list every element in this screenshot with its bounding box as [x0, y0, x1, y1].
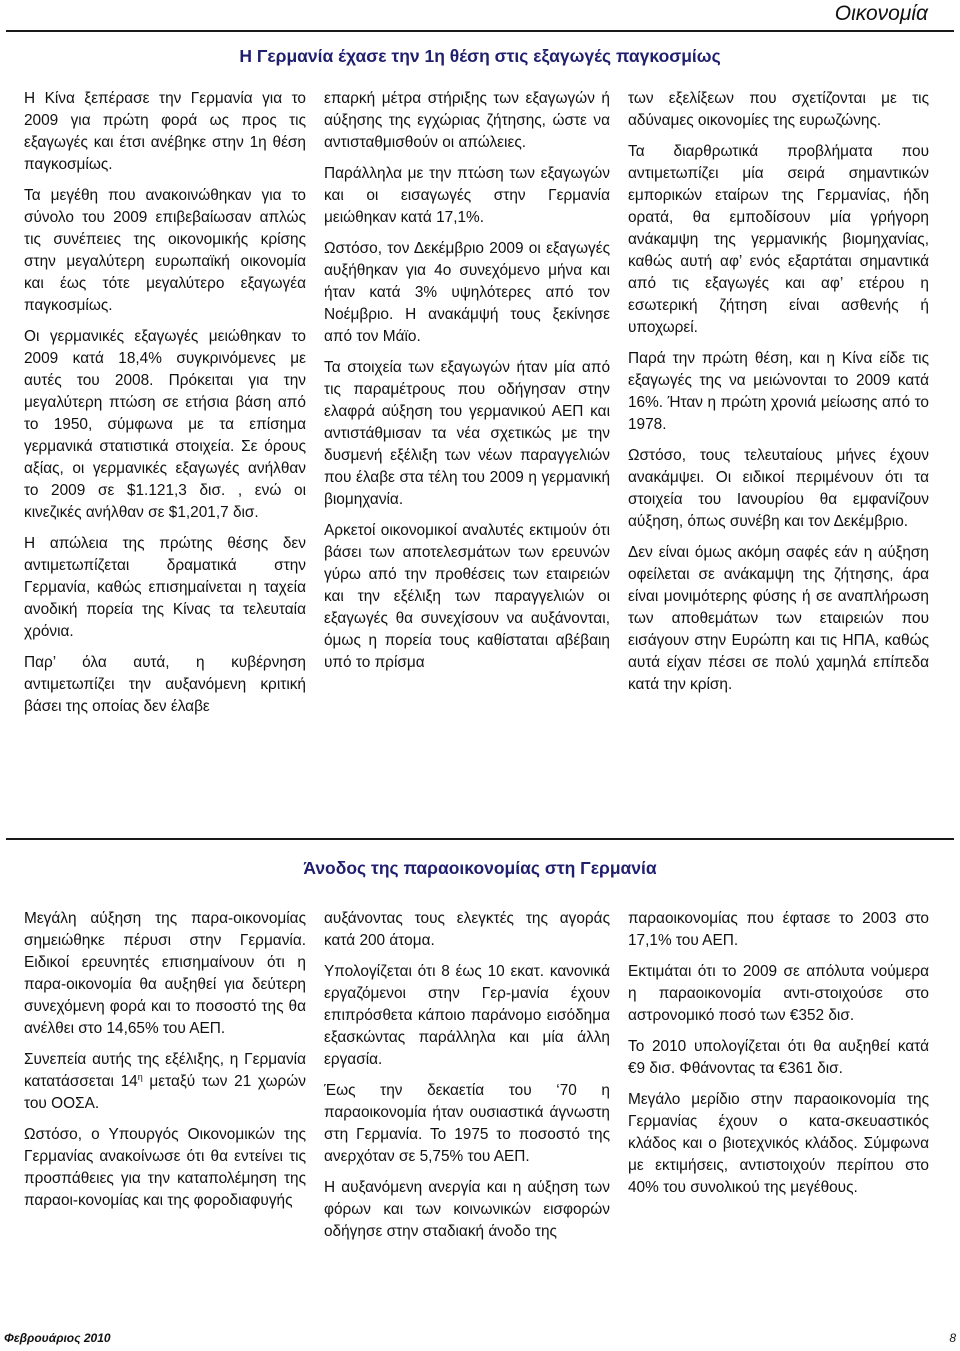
paragraph: Παράλληλα με την πτώση των εξαγωγών και οι εισαγωγές στην Γερμανία μειώθηκαν κατά 17,1%.: [324, 165, 610, 226]
paragraph: Η Κίνα ξεπέρασε την Γερμανία για το 2009 για πρώτη φορά ως προς τις εξαγωγές και έτσι ανέβηκε στην 1η θέση παγκοσμίως.: [24, 90, 306, 173]
footer-date: Φεβρουάριος 2010: [4, 1331, 111, 1345]
paragraph: Αρκετοί οικονομικοί αναλυτές εκτιμούν ότι βάσει των αποτελεσμάτων των ερευνών γύρω από την προθέσεις των εταιρειών και την εξέλιξη των παραγγελιών οι εξαγωγές θα συνεχίσουν να αυξάνονται, όμως η πορεία τους καθίσταται αβέβαιη υπό το πρίσμα: [324, 522, 610, 671]
article2-column-1: [24, 908, 306, 1221]
text-run: Συνεπεία αυτής της εξέλιξης, η Γερμανία κατατάσσεται 14: [24, 1051, 306, 1090]
paragraph: παραοικονομίας που έφτασε το 2003 στο 17,1% του ΑΕΠ.: [628, 910, 929, 949]
paragraph: Έως την δεκαετία του ‘70 η παραοικονομία ήταν ουσιαστικά άγνωστη στη Γερμανία. Το 1975 το ποσοστό της ανερχόταν σε 5,75% του ΑΕΠ.: [324, 1082, 610, 1165]
article1-column-3: [628, 88, 929, 705]
paragraph: Οι γερμανικές εξαγωγές μειώθηκαν το 2009 κατά 18,4% συγκρινόμενες με αυτές του 2008. Πρόκειται για την μεγαλύτερη πτώση σε ετήσια βάση από το 1950, σύμφωνα με τα επίσημα γερμανικά στατιστικά στοιχεία. Σε όρους αξίας, οι γερμανικές εξαγωγές ανήλθαν το 2009 σε $1.121,3 δισ. , ενώ οι κινεζικές ανήλθαν σε $1,201,7 δισ.: [24, 328, 306, 521]
article2-title: Άνοδος της παραοικονομίας στη Γερμανία: [303, 858, 657, 878]
paragraph: Ωστόσο, τους τελευταίους μήνες έχουν ανακάμψει. Οι ειδικοί περιμένουν ότι τα στοιχεία του Ιανουρίου θα εμφανίζουν αύξηση, όπως συνέβη και τον Δεκέμβριο.: [628, 447, 929, 530]
paragraph: Τα διαρθρωτικά προβλήματα που αντιμετωπίζει μία σειρά σημαντικών εμπορικών εταίρων της Γερμανίας, ήδη ορατά, θα εμποδίσουν μία γρήγορη ανάκαμψη της γερμανικής βιομηχανίας, καθώς αυτή αφ’ ενός εξαρτάται σημαντικά από τις εξαγωγές και αφ’ ετέρου η εσωτερική ζήτηση είναι ασθενής ή υποχωρεί.: [628, 143, 929, 336]
page-number: 8: [949, 1331, 956, 1345]
section-label: Οικονομία: [834, 2, 928, 25]
paragraph: Τα μεγέθη που ανακοινώθηκαν για το σύνολο του 2009 επιβεβαίωσαν απλώς τις συνέπειες της οικονομικής κρίσης στην μεγαλύτερη ευρωπαϊκή οικονομία και έως τότε μεγαλύτερο εξαγωγέα παγκοσμίως.: [24, 187, 306, 314]
paragraph: Μεγάλο μερίδιο στην παραοικονομία της Γερμανίας έχουν ο κατα-σκευαστικός κλάδος και ο βιοτεχνικός κλάδος. Σύμφωνα με εκτιμήσεις, αντιστοιχούν περίπου στο 40% του συνολικού της μεγέθους.: [628, 1091, 929, 1196]
paragraph: επαρκή μέτρα στήριξης των εξαγωγών ή αύξησης της εγχώριας ζήτησης, ώστε να αντισταθμισθούν οι απώλειες.: [324, 90, 610, 151]
paragraph: Ωστόσο, ο Υπουργός Οικονομικών της Γερμανίας ανακοίνωσε ότι θα εντείνει τις προσπάθειες για την καταπολέμηση της παραοι-κονομίας και της φοροδιαφυγής: [24, 1126, 306, 1209]
paragraph: Η αυξανόμενη ανεργία και η αύξηση των φόρων και των κοινωνικών εισφορών οδήγησε στην σταδιακή άνοδο της: [324, 1179, 610, 1240]
top-rule: [6, 30, 954, 32]
paragraph: Ωστόσο, τον Δεκέμβριο 2009 οι εξαγωγές αυξήθηκαν για 4ο συνεχόμενο μήνα και ήταν κατά 3% υψηλότερες από τον Νοέμβριο. Η ανακάμψή τους ξεκίνησε από τον Μάϊο.: [324, 240, 610, 345]
article1-title: Η Γερμανία έχασε την 1η θέση στις εξαγωγές παγκοσμίως: [239, 46, 721, 66]
article1-column-1: [24, 88, 306, 727]
article2-column-2: [324, 908, 610, 1252]
article1-column-2: [324, 88, 610, 683]
article2-column-3: [628, 908, 929, 1208]
paragraph: Υπολογίζεται ότι 8 έως 10 εκατ. κανονικά εργαζόμενοι στην Γερ-μανία έχουν επιπρόσθετα κάποιο παράνομο εισόδημα εξασκώντας παράλληλα και μία άλλη εργασία.: [324, 963, 610, 1068]
paragraph: Παρά την πρώτη θέση, και η Κίνα είδε τις εξαγωγές της να μειώνονται το 2009 κατά 16%. Ήταν η πρώτη χρονιά μείωσης από το 1978.: [628, 350, 929, 433]
paragraph: αυξάνοντας τους ελεγκτές της αγοράς κατά 200 άτομα.: [324, 910, 610, 949]
section-divider: [6, 838, 954, 840]
paragraph: των εξελίξεων που σχετίζονται με τις αδύναμες οικονομίες της ευρωζώνης.: [628, 90, 929, 129]
superscript: η: [137, 1071, 143, 1082]
paragraph: [24, 1049, 306, 1115]
paragraph: Εκτιμάται ότι το 2009 σε απόλυτα νούμερα η παραοικονομία αντι-στοιχούσε στο αστρονομικό ποσό των €352 δισ.: [628, 963, 929, 1024]
paragraph: Τα στοιχεία των εξαγωγών ήταν μία από τις παραμέτρους που οδήγησαν στην ελαφρά αύξηση του γερμανικού ΑΕΠ και αντιστάθμισαν τα νέα σχετικώς με την δυσμενή εξέλιξη των νέων παραγγελιών που έλαβε στα τέλη του 2009 η γερμανική βιομηχανία.: [324, 359, 610, 508]
text-run: μεταξύ των 21 χωρών του ΟΟΣΑ.: [24, 1073, 306, 1112]
paragraph: Η απώλεια της πρώτης θέσης δεν αντιμετωπίζεται δραματικά στην Γερμανία, καθώς επισημαίνεται η ταχεία ανοδική πορεία της Κίνας τα τελευταία χρόνια.: [24, 535, 306, 640]
paragraph: Παρ’ όλα αυτά, η κυβέρνηση αντιμετωπίζει την αυξανόμενη κριτική βάσει της οποίας δεν έλαβε: [24, 654, 306, 715]
paragraph: Μεγάλη αύξηση της παρα-οικονομίας σημειώθηκε πέρυσι στην Γερμανία. Ειδικοί ερευνητές επισημαίνουν ότι η παρα-οικονομία θα αυξηθεί για δεύτερη συνεχόμενη φορά και το ποσοστό της θα ανέλθει στο 14,65% του ΑΕΠ.: [24, 910, 306, 1037]
paragraph: Δεν είναι όμως ακόμη σαφές εάν η αύξηση οφείλεται σε ανάκαμψη της ζήτησης, άρα είναι μονιμότερης φύσης ή σε αναπλήρωση των αποθεμάτων των εταιρειών που εισάγουν στην Ευρώπη και τις ΗΠΑ, καθώς αυτά είχαν πέσει σε πολύ χαμηλά επίπεδα κατά την κρίση.: [628, 544, 929, 693]
paragraph: Το 2010 υπολογίζεται ότι θα αυξηθεί κατά €9 δισ. Φθάνοντας τα €361 δισ.: [628, 1038, 929, 1077]
